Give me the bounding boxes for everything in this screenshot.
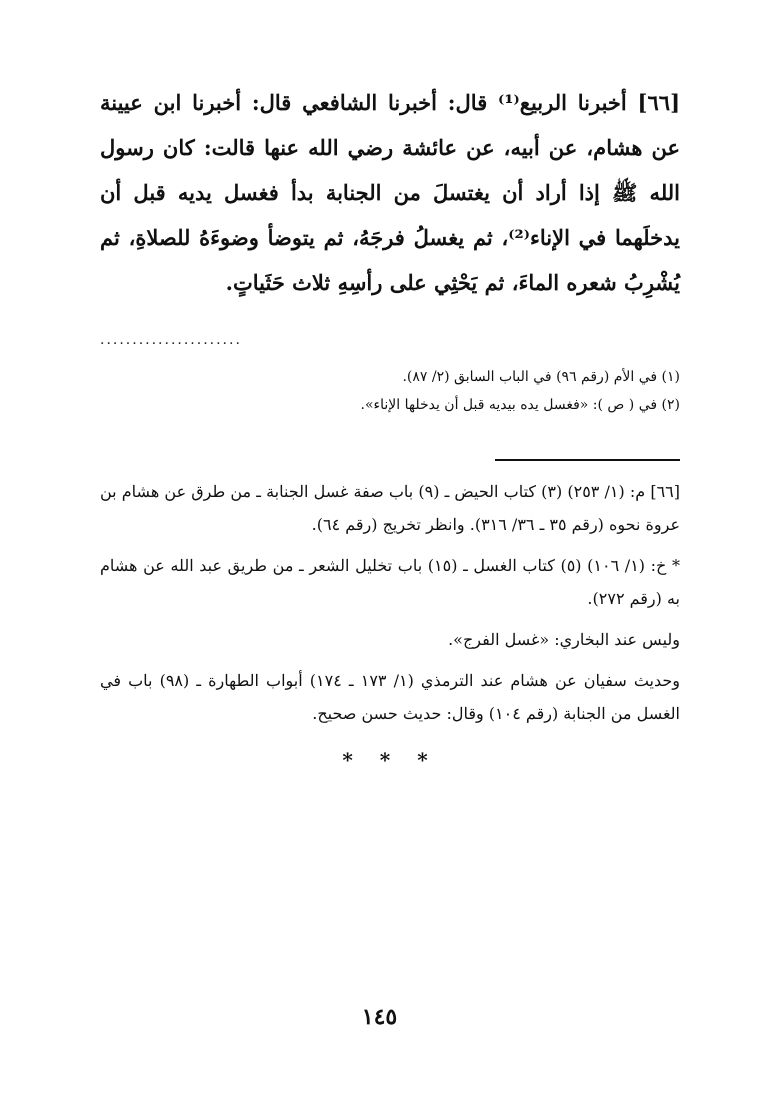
section-end-stars: * * * [342, 748, 438, 772]
takhrij-paragraph-4: وحديث سفيان عن هشام عند الترمذي (١/ ١٧٣ ـ ١٧٤) أبواب الطهارة ـ (٩٨) باب في الغسل من الجنابة (رقم ١٠٤) وقال: حديث حسن صحيح. [100, 671, 681, 723]
footnote-1: (١) في الأم (رقم ٩٦) في الباب السابق (٢/ ٨٧). [402, 369, 680, 385]
takhrij-paragraph-1: [٦٦] م: (١/ ٢٥٣) (٣) كتاب الحيض ـ (٩) باب صفة غسل الجنابة ـ من طرق عن هشام بن عروة نحوه (رقم ٣٥ ـ ٣٦/ ٣١٦). وانظر تخريج (رقم ٦٤). [100, 482, 680, 534]
hadith-text: [٦٦] أخبرنا الربيع⁽¹⁾ قال: أخبرنا الشافعي قال: أخبرنا ابن عيينة عن هشام، عن أبيه، عن عائشة رضي الله عنها قالت: كان رسول الله ﷺ إذا أراد أن يغتسلَ من الجنابة بدأ فغسل يديه قبل أن يدخلَهما في الإناء⁽²⁾، ثم يغسلُ فرجَهُ، ثم يتوضأ وضوءَهُ للصلاةِ، ثم يُشْرِبُ شعره الماءَ، ثم يَحْثِي على رأسِهِ ثلاث حَثَياتٍ. [100, 90, 680, 295]
footnotes [100, 363, 680, 419]
page-number: ١٤٥ [361, 1004, 398, 1030]
takhrij-section [100, 475, 680, 730]
takhrij-paragraph-2: * خ: (١/ ١٠٦) (٥) كتاب الغسل ـ (١٥) باب تخليل الشعر ـ من طريق عبد الله عن هشام به (رقم ٢٧٢). [100, 556, 680, 608]
footnote-separator: ...................... [100, 332, 242, 348]
document-page [100, 80, 680, 772]
footnote-2: (٢) في ( ص ): «فغسل يده بيديه قبل أن يدخلها الإناء». [360, 397, 680, 413]
takhrij-paragraph-3: وليس عند البخاري: «غسل الفرج». [448, 630, 680, 649]
takhrij-divider [495, 459, 680, 461]
